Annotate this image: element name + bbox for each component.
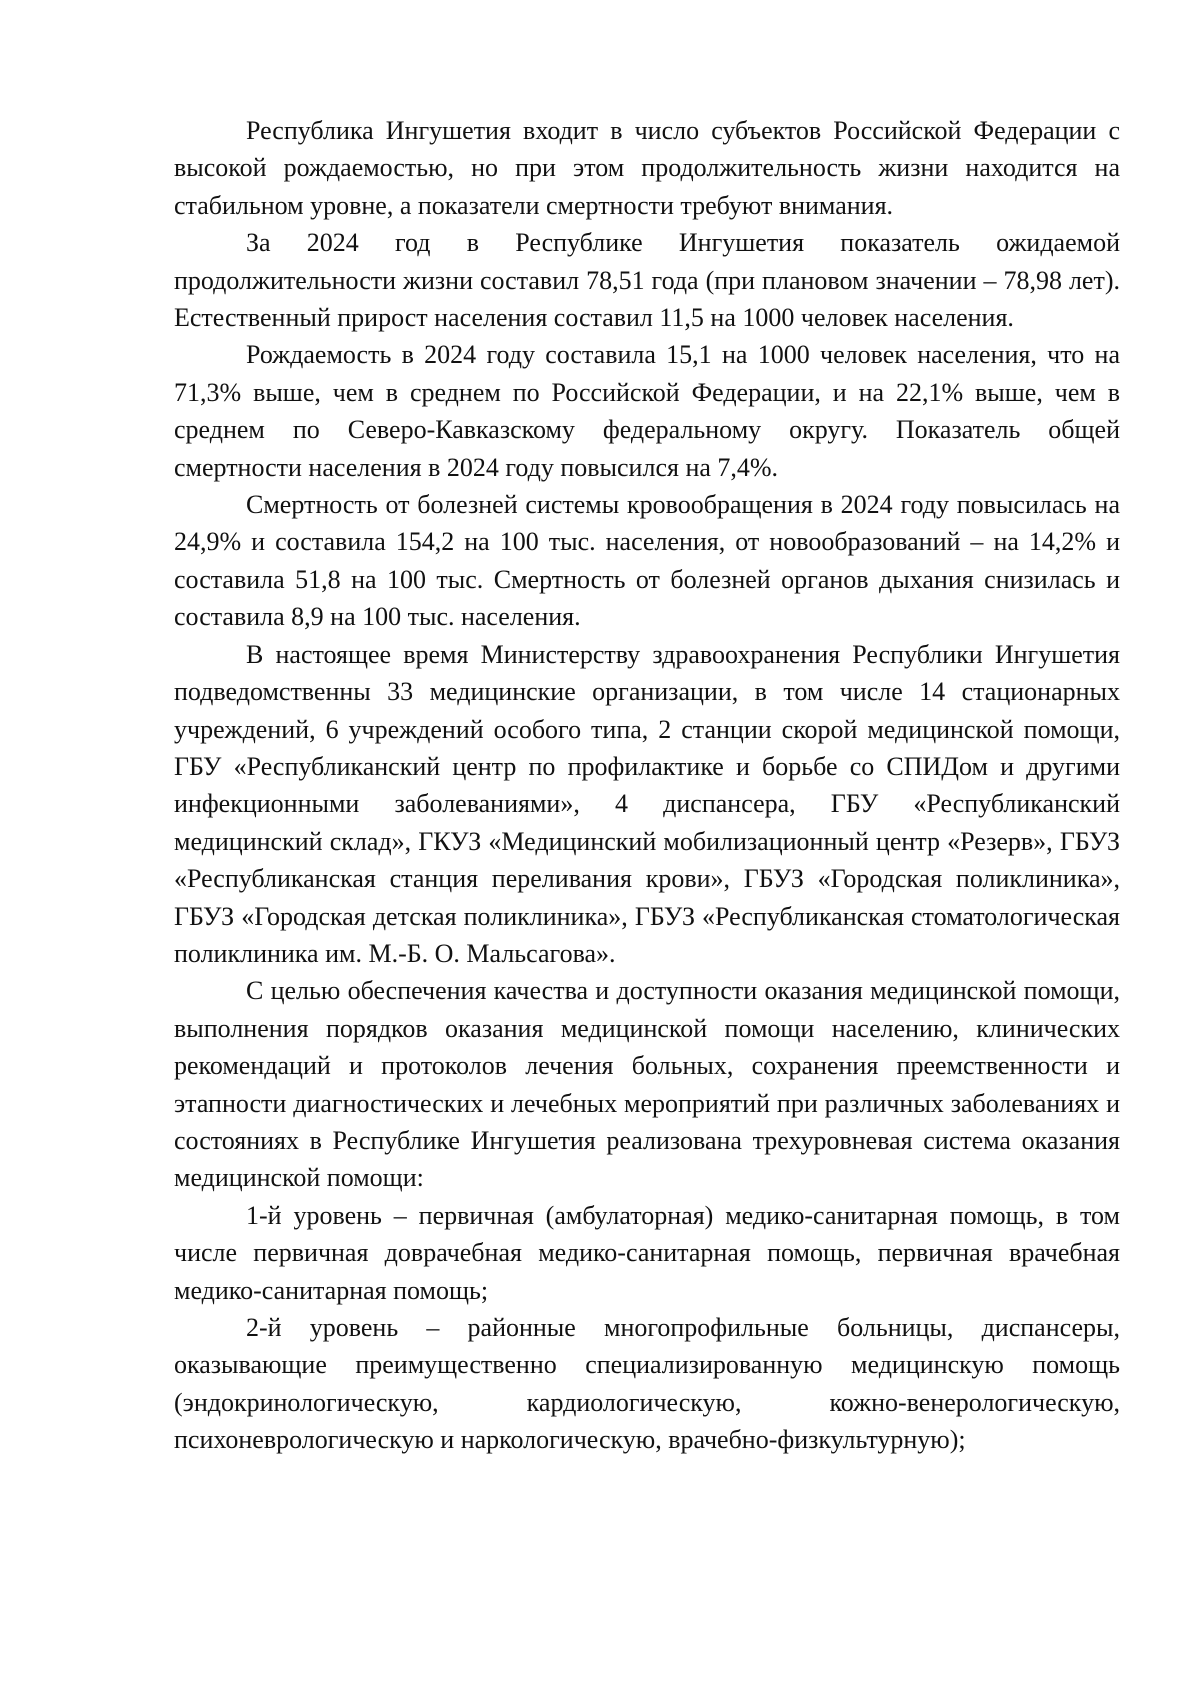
paragraph-care-system-purpose: С целью обеспечения качества и доступности оказания медицинской помощи, выполнения порядков оказания медицинской помощи населению, клинических рекомендаций и протоколов лечения больных, сохранения преемственности и этапности диагностических и лечебных мероприятий при различных заболеваниях и состояниях в Республике Ингушетия реализована трехуровневая система оказания медицинской помощи: [174, 976, 1120, 1193]
paragraph-level-2: 2-й уровень – районные многопрофильные больницы, диспансеры, оказывающие преимущественно специализированную медицинскую помощь (эндокринологическую, кардиологическую, кожно-венерологическую, психоневрологическую и наркологическую, врачебно-физкультурную); [174, 1313, 1120, 1455]
paragraph-life-expectancy: За 2024 год в Республике Ингушетия показатель ожидаемой продолжительности жизни составил 78,51 года (при плановом значении – 78,98 лет). Естественный прирост населения составил 11,5 на 1000 человек населения. [174, 228, 1120, 333]
paragraph-birth-rate: Рождаемость в 2024 году составила 15,1 на 1000 человек населения, что на 71,3% выше, чем в среднем по Российской Федерации, и на 22,1% выше, чем в среднем по Северо-Кавказскому федеральному округу. Показатель общей смертности населения в 2024 году повысился на 7,4%. [174, 340, 1120, 482]
paragraph-level-1: 1-й уровень – первичная (амбулаторная) медико-санитарная помощь, в том числе первичная доврачебная медико-санитарная помощь, первичная врачебная медико-санитарная помощь; [174, 1200, 1120, 1305]
paragraph-demography-overview: Республика Ингушетия входит в число субъектов Российской Федерации с высокой рождаемостью, но при этом продолжительность жизни находится на стабильном уровне, а показатели смертности требуют внимания. [174, 116, 1120, 220]
paragraph-medical-organizations: В настоящее время Министерству здравоохранения Республики Ингушетия подведомственны 33 медицинские организации, в том числе 14 стационарных учреждений, 6 учреждений особого типа, 2 станции скорой медицинской помощи, ГБУ «Республиканский центр по профилактике и борьбе со СПИДом и другими инфекционными заболеваниями», 4 диспансера, ГБУ «Республиканский медицинский склад», ГКУЗ «Медицинский мобилизационный центр «Резерв», ГБУЗ «Республиканская станция переливания крови», ГБУЗ «Городская поликлиника», ГБУЗ «Городская детская поликлиника», ГБУЗ «Республиканская стоматологическая поликлиника им. М.-Б. О. Мальсагова». [174, 639, 1120, 968]
paragraph-mortality-causes: Смертность от болезней системы кровообращения в 2024 году повысилась на 24,9% и составила 154,2 на 100 тыс. населения, от новообразований – на 14,2% и составила 51,8 на 100 тыс. Смертность от болезней органов дыхания снизилась и составила 8,9 на 100 тыс. населения. [174, 490, 1120, 632]
document-page [174, 112, 1120, 1459]
